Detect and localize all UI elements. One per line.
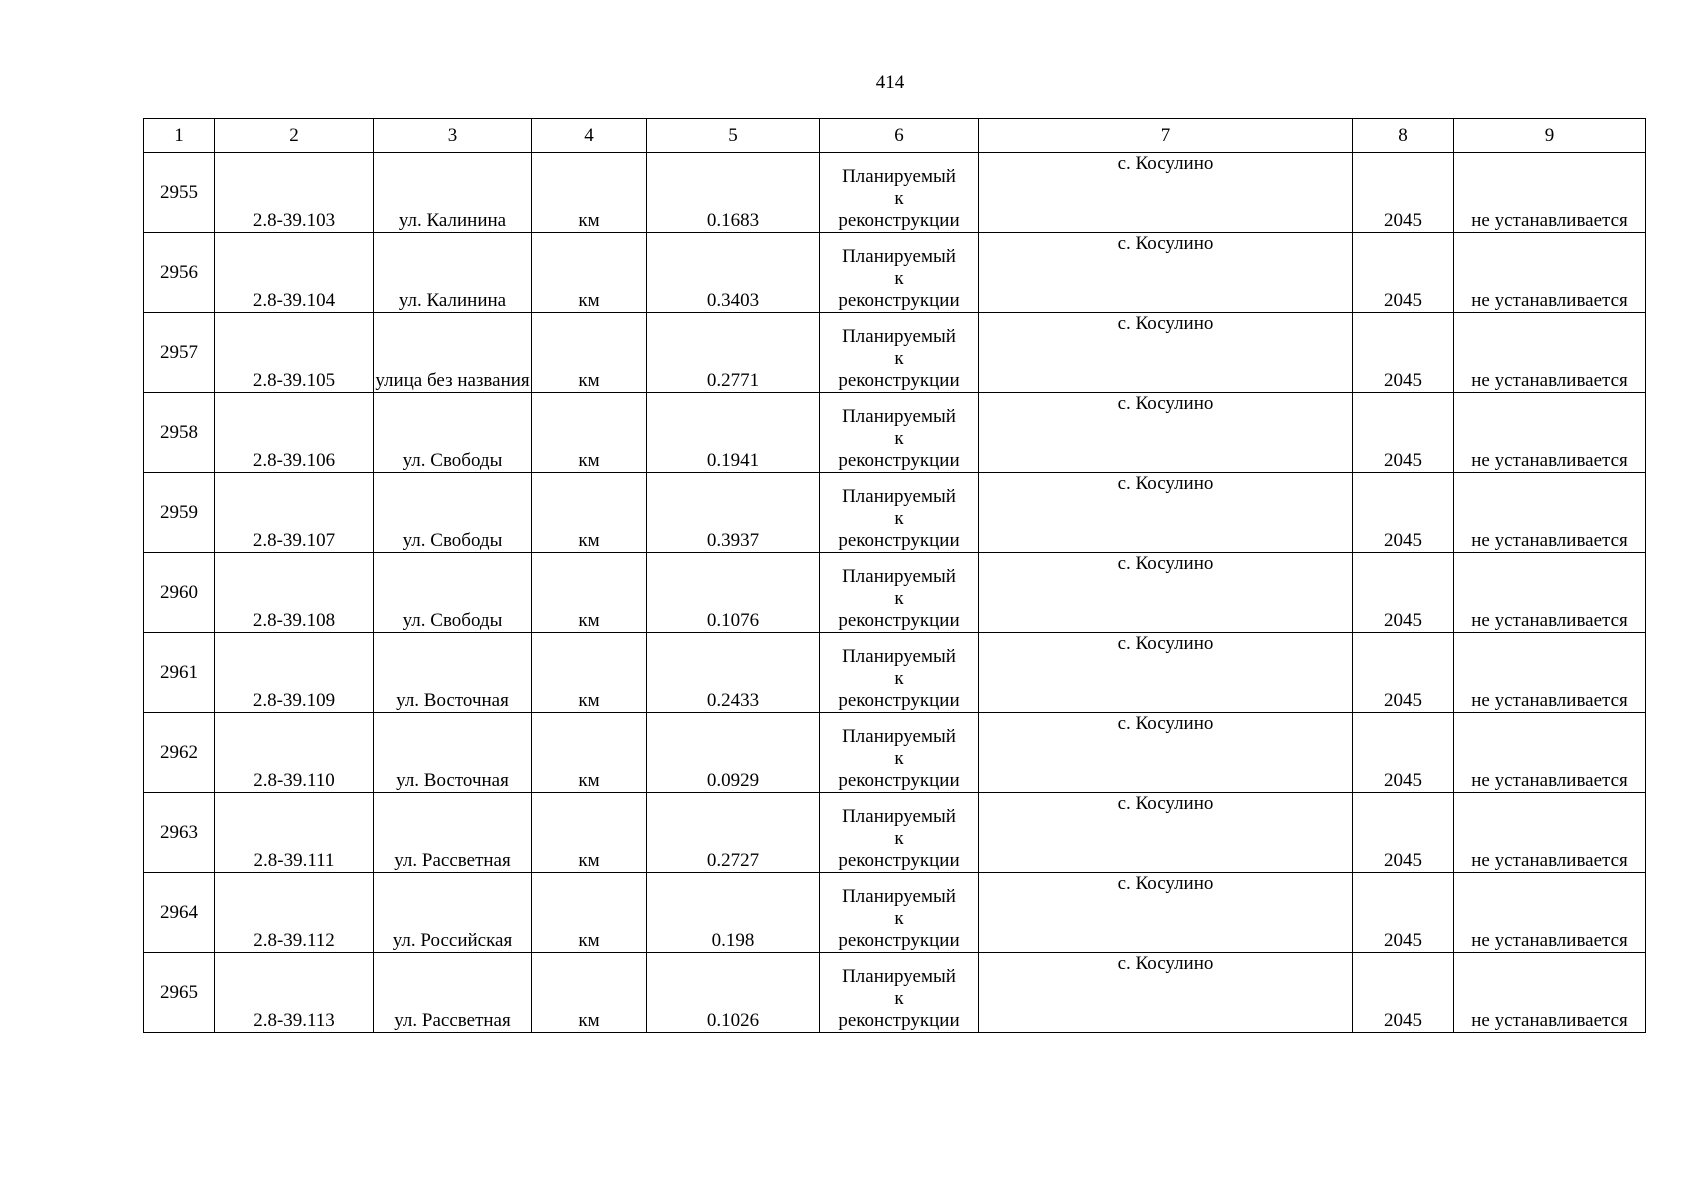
status-line: реконструкции [838,290,960,311]
row-number-cell: 2958 [144,393,215,473]
year-cell: 2045 [1353,473,1454,553]
location-cell: с. Косулино [979,633,1353,713]
status-line: к [894,828,904,849]
status-cell [820,793,979,873]
status-cell [820,553,979,633]
row-number-cell: 2965 [144,953,215,1033]
column-header: 5 [647,119,820,153]
table-row [144,793,1646,873]
table-row [144,393,1646,473]
status-line: Планируемый [842,566,956,587]
street-name-cell: ул. Свободы [374,393,532,473]
row-number-cell: 2961 [144,633,215,713]
status-line: реконструкции [838,370,960,391]
zone-cell: не устанавливается [1454,313,1646,393]
row-number-cell: 2955 [144,153,215,233]
status-cell [820,633,979,713]
status-line: реконструкции [838,770,960,791]
column-header: 4 [532,119,647,153]
status-cell [820,873,979,953]
length-cell: 0.2433 [647,633,820,713]
zone-cell: не устанавливается [1454,233,1646,313]
length-cell: 0.1076 [647,553,820,633]
column-header: 2 [215,119,374,153]
location-cell: с. Косулино [979,313,1353,393]
location-cell: с. Косулино [979,953,1353,1033]
year-cell: 2045 [1353,153,1454,233]
column-header: 7 [979,119,1353,153]
code-cell: 2.8-39.105 [215,313,374,393]
unit-cell: км [532,553,647,633]
length-cell: 0.1683 [647,153,820,233]
zone-cell: не устанавливается [1454,553,1646,633]
length-cell: 0.2771 [647,313,820,393]
street-name-cell: улица без названия [374,313,532,393]
status-line: реконструкции [838,610,960,631]
row-number-cell: 2962 [144,713,215,793]
year-cell: 2045 [1353,793,1454,873]
code-cell: 2.8-39.106 [215,393,374,473]
row-number-cell: 2956 [144,233,215,313]
unit-cell: км [532,313,647,393]
row-number-cell: 2963 [144,793,215,873]
row-number-cell: 2960 [144,553,215,633]
unit-cell: км [532,393,647,473]
status-line: к [894,188,904,209]
table-row [144,153,1646,233]
status-cell [820,153,979,233]
location-cell: с. Косулино [979,793,1353,873]
code-cell: 2.8-39.104 [215,233,374,313]
status-cell [820,393,979,473]
zone-cell: не устанавливается [1454,793,1646,873]
location-cell: с. Косулино [979,393,1353,473]
status-line: реконструкции [838,930,960,951]
year-cell: 2045 [1353,873,1454,953]
zone-cell: не устанавливается [1454,153,1646,233]
street-name-cell: ул. Восточная [374,713,532,793]
location-cell: с. Косулино [979,233,1353,313]
table-row [144,713,1646,793]
year-cell: 2045 [1353,233,1454,313]
status-line: Планируемый [842,246,956,267]
street-name-cell: ул. Рассветная [374,953,532,1033]
zone-cell: не устанавливается [1454,713,1646,793]
status-line: Планируемый [842,166,956,187]
street-name-cell: ул. Калинина [374,233,532,313]
location-cell: с. Косулино [979,153,1353,233]
column-header: 1 [144,119,215,153]
status-line: Планируемый [842,966,956,987]
column-header: 9 [1454,119,1646,153]
unit-cell: км [532,713,647,793]
code-cell: 2.8-39.103 [215,153,374,233]
data-table [143,118,1646,1033]
status-line: к [894,348,904,369]
zone-cell: не устанавливается [1454,953,1646,1033]
code-cell: 2.8-39.108 [215,553,374,633]
status-line: Планируемый [842,806,956,827]
table-row [144,953,1646,1033]
status-line: реконструкции [838,850,960,871]
year-cell: 2045 [1353,633,1454,713]
status-line: Планируемый [842,326,956,347]
page-number: 414 [875,72,905,93]
row-number-cell: 2957 [144,313,215,393]
table-row [144,553,1646,633]
length-cell: 0.3937 [647,473,820,553]
column-header: 8 [1353,119,1454,153]
status-line: Планируемый [842,486,956,507]
table-row [144,473,1646,553]
status-line: к [894,428,904,449]
status-line: к [894,588,904,609]
status-line: реконструкции [838,530,960,551]
status-line: Планируемый [842,886,956,907]
length-cell: 0.0929 [647,713,820,793]
row-number-cell: 2959 [144,473,215,553]
code-cell: 2.8-39.110 [215,713,374,793]
length-cell: 0.1941 [647,393,820,473]
length-cell: 0.3403 [647,233,820,313]
row-number-cell: 2964 [144,873,215,953]
status-line: реконструкции [838,210,960,231]
status-cell [820,713,979,793]
status-line: к [894,908,904,929]
year-cell: 2045 [1353,393,1454,473]
year-cell: 2045 [1353,313,1454,393]
unit-cell: км [532,873,647,953]
status-line: Планируемый [842,406,956,427]
table-row [144,233,1646,313]
length-cell: 0.2727 [647,793,820,873]
street-name-cell: ул. Свободы [374,473,532,553]
code-cell: 2.8-39.113 [215,953,374,1033]
unit-cell: км [532,233,647,313]
status-cell [820,953,979,1033]
column-header: 3 [374,119,532,153]
status-line: реконструкции [838,690,960,711]
zone-cell: не устанавливается [1454,393,1646,473]
length-cell: 0.198 [647,873,820,953]
unit-cell: км [532,473,647,553]
length-cell: 0.1026 [647,953,820,1033]
status-line: реконструкции [838,1010,960,1031]
location-cell: с. Косулино [979,873,1353,953]
street-name-cell: ул. Свободы [374,553,532,633]
unit-cell: км [532,153,647,233]
status-cell [820,473,979,553]
location-cell: с. Косулино [979,553,1353,633]
street-name-cell: ул. Восточная [374,633,532,713]
code-cell: 2.8-39.107 [215,473,374,553]
status-line: реконструкции [838,450,960,471]
status-line: Планируемый [842,726,956,747]
column-header: 6 [820,119,979,153]
status-cell [820,233,979,313]
zone-cell: не устанавливается [1454,633,1646,713]
code-cell: 2.8-39.112 [215,873,374,953]
table-row [144,633,1646,713]
street-name-cell: ул. Рассветная [374,793,532,873]
location-cell: с. Косулино [979,713,1353,793]
status-line: к [894,748,904,769]
status-line: к [894,668,904,689]
code-cell: 2.8-39.111 [215,793,374,873]
street-name-cell: ул. Калинина [374,153,532,233]
year-cell: 2045 [1353,553,1454,633]
year-cell: 2045 [1353,713,1454,793]
status-line: к [894,268,904,289]
street-name-cell: ул. Российская [374,873,532,953]
location-cell: с. Косулино [979,473,1353,553]
status-line: к [894,988,904,1009]
status-line: к [894,508,904,529]
zone-cell: не устанавливается [1454,473,1646,553]
year-cell: 2045 [1353,953,1454,1033]
unit-cell: км [532,953,647,1033]
header-row [144,119,1646,153]
unit-cell: км [532,793,647,873]
zone-cell: не устанавливается [1454,873,1646,953]
table-row [144,873,1646,953]
status-line: Планируемый [842,646,956,667]
unit-cell: км [532,633,647,713]
status-cell [820,313,979,393]
code-cell: 2.8-39.109 [215,633,374,713]
table-row [144,313,1646,393]
